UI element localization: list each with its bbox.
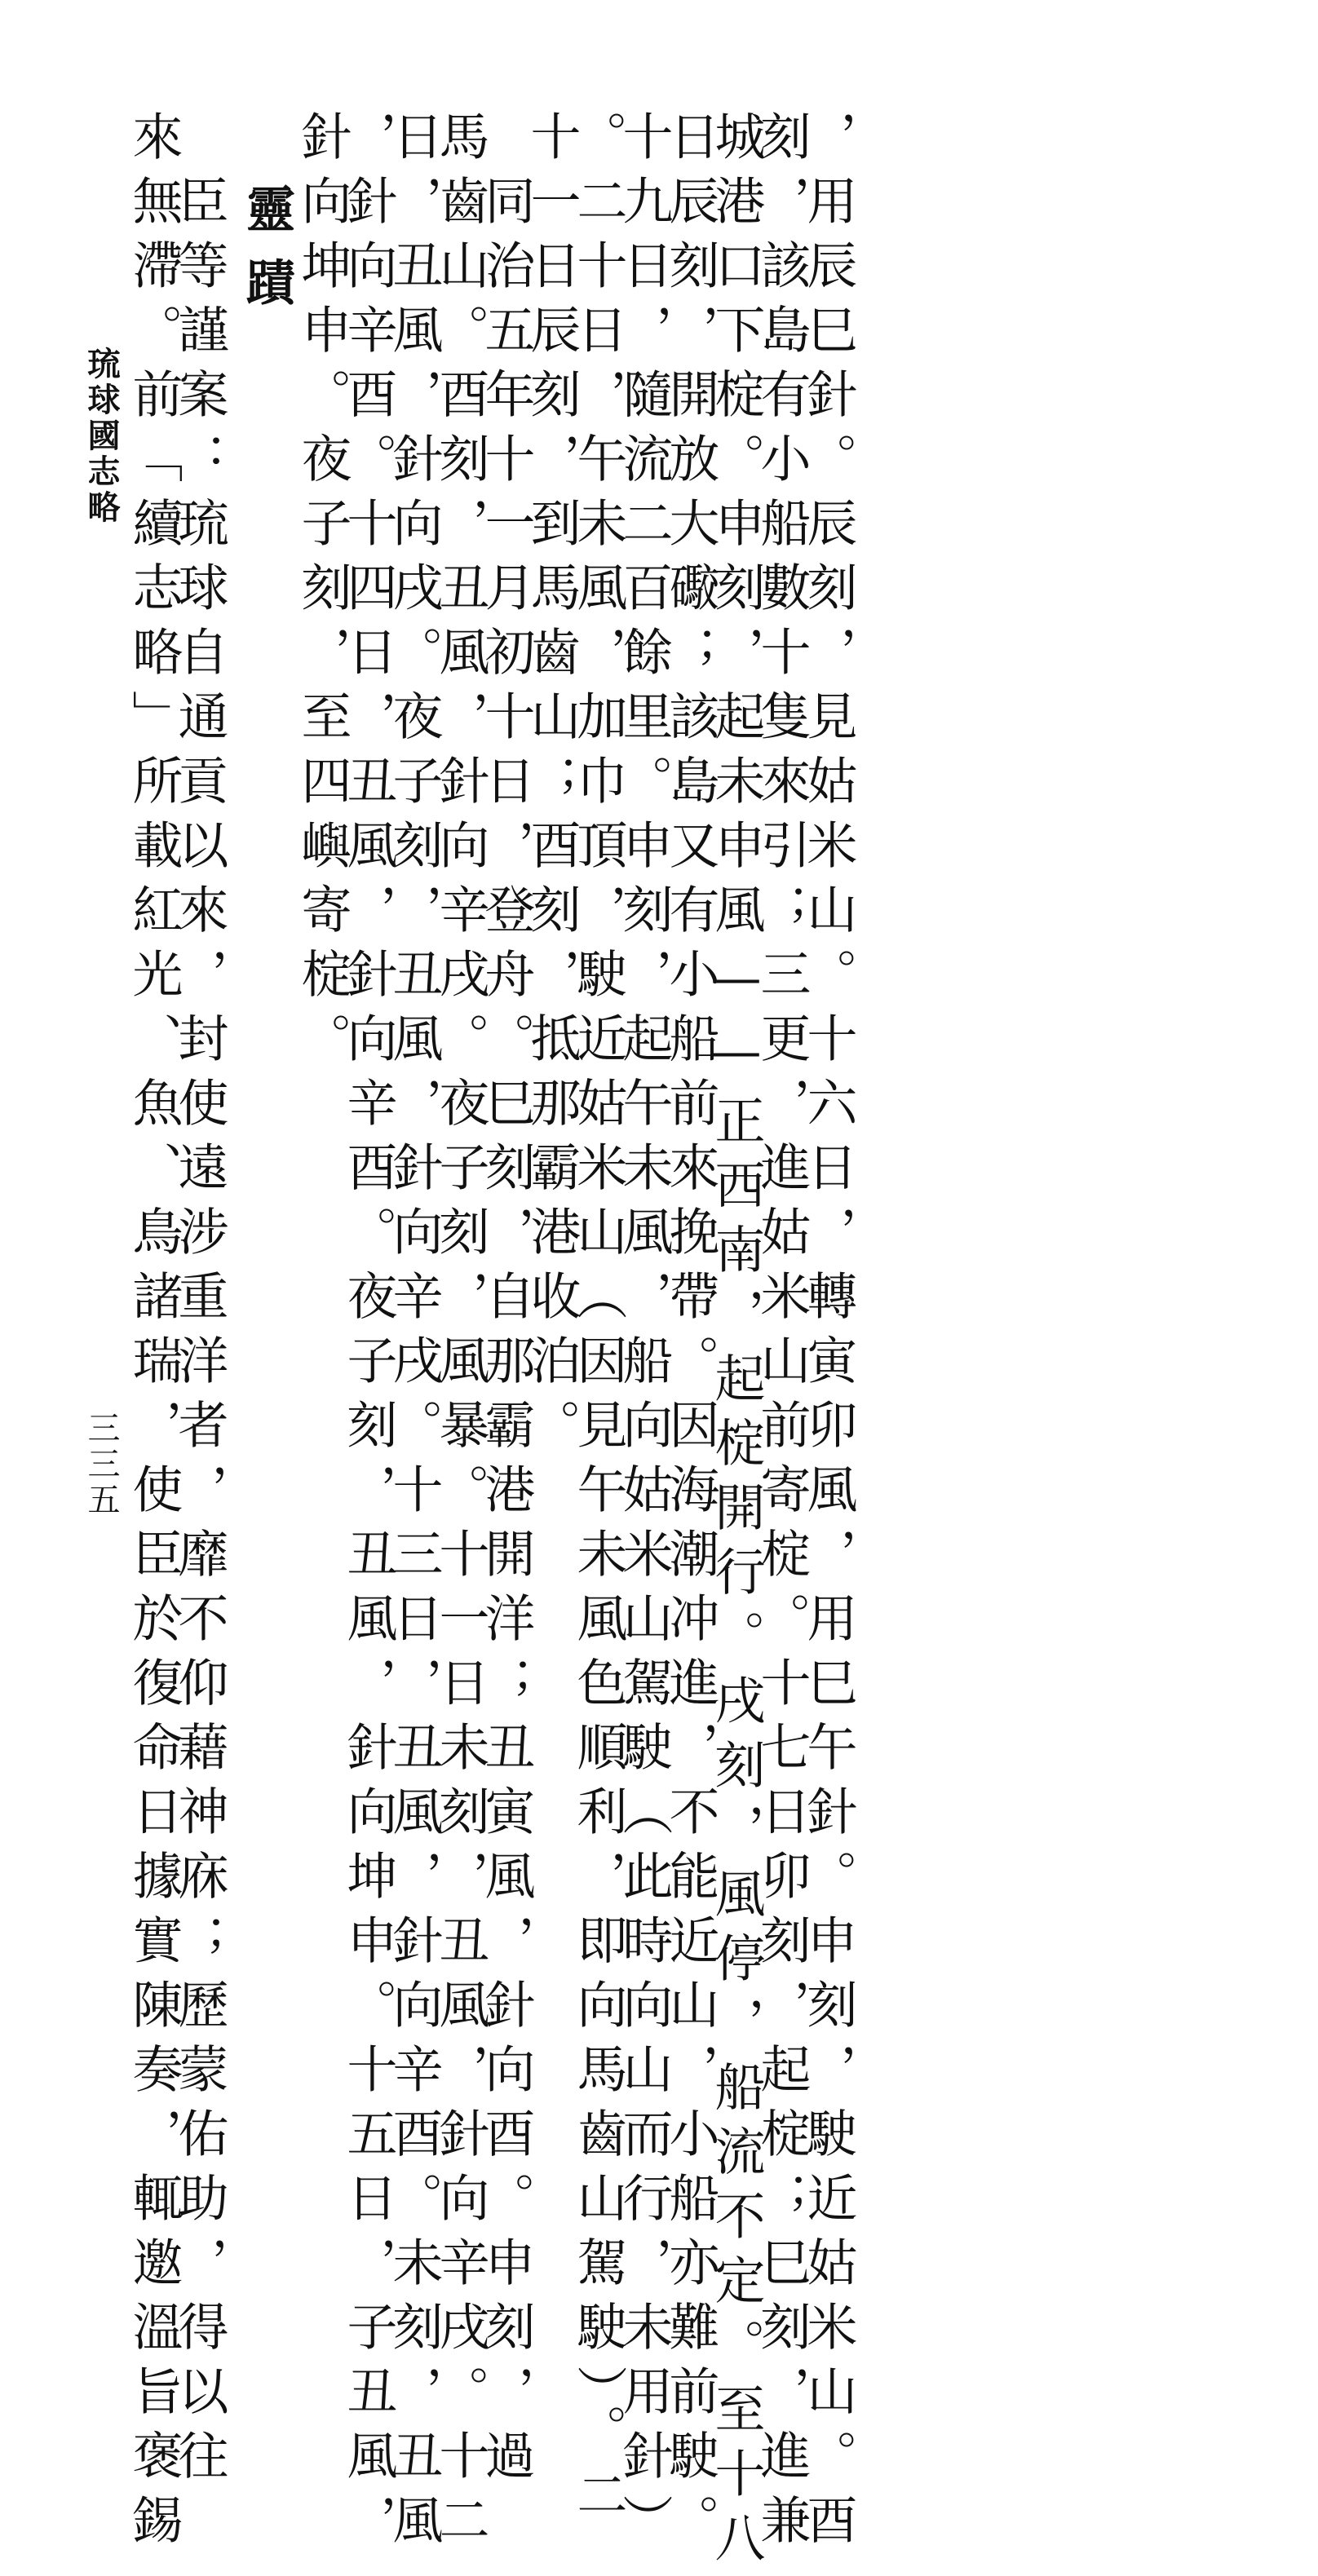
section-heading: 靈蹟 (238, 183, 295, 330)
text-column: 同治五年十一月初十日，登舟。巳刻，自那霸港開洋；丑寅風，針向酉。申刻，過 (476, 110, 536, 2494)
text-column: 日辰刻，開放大礮；該島又有小船前來挽帶。因海潮冲進，不能近山，小船亦難前駛。 (661, 110, 720, 2558)
text-column: 刻，該島有小船數十隻來引；三更，進姑米山前寄椗。十七日卯刻，起椗；巳刻，進兼 (752, 110, 812, 2558)
text-column: 城港口下椗。申刻，起未申風——正西南，起椗開行。戌刻，風停，船流不定。至十八 (706, 110, 766, 2576)
text-column: ，針向辛酉。十四日，丑風，針向辛酉。夜子刻，丑風，針向坤申。十五日，子丑風， (338, 110, 398, 2558)
page-number: 三三五 (82, 1411, 120, 1518)
text-column: 。二十日，午未風，加巾頂，駛近姑米山（因見午未風色順利，即向馬齒山駕駛）。二 (568, 110, 628, 2533)
text-column: 針向坤申。夜子刻，至四嶼寄椗。 (293, 110, 352, 1076)
text-column: 十一日辰刻，到馬齒山；酉刻，抵那霸港收泊。 (522, 110, 582, 1463)
text-column: 日，丑風，針向戌。夜子刻，丑風，針向辛戌。十三日，丑風，針向辛酉。未刻，丑風 (384, 110, 444, 2558)
running-header-title: 琉球國志略 (82, 347, 121, 526)
text-column: 十九日，隨流二百餘里。申刻，起午未風，船向姑米山駕駛（此時向山而行，未用針） (614, 110, 674, 2558)
text-column: 來無滯。前「續志略」所載紅光、魚、鳥諸瑞，使臣於復命日據實陳奏，輒邀溫旨褒錫 (124, 110, 184, 2558)
text-column: 臣等謹案：琉球自通貢以來，封使遠涉重洋者，靡不仰藉神庥；歷蒙佑助，得以往 (170, 110, 229, 2494)
text-column: 馬齒山。酉刻，丑風，針向辛戌。夜子刻，風暴。十一日未刻，丑風，針向辛戌。十二 (431, 110, 490, 2558)
text-column: ，用辰巳針。辰刻，見姑米山。十六日，轉寅卯風，用巳午針。申刻，駛近姑米山。酉 (798, 110, 858, 2558)
